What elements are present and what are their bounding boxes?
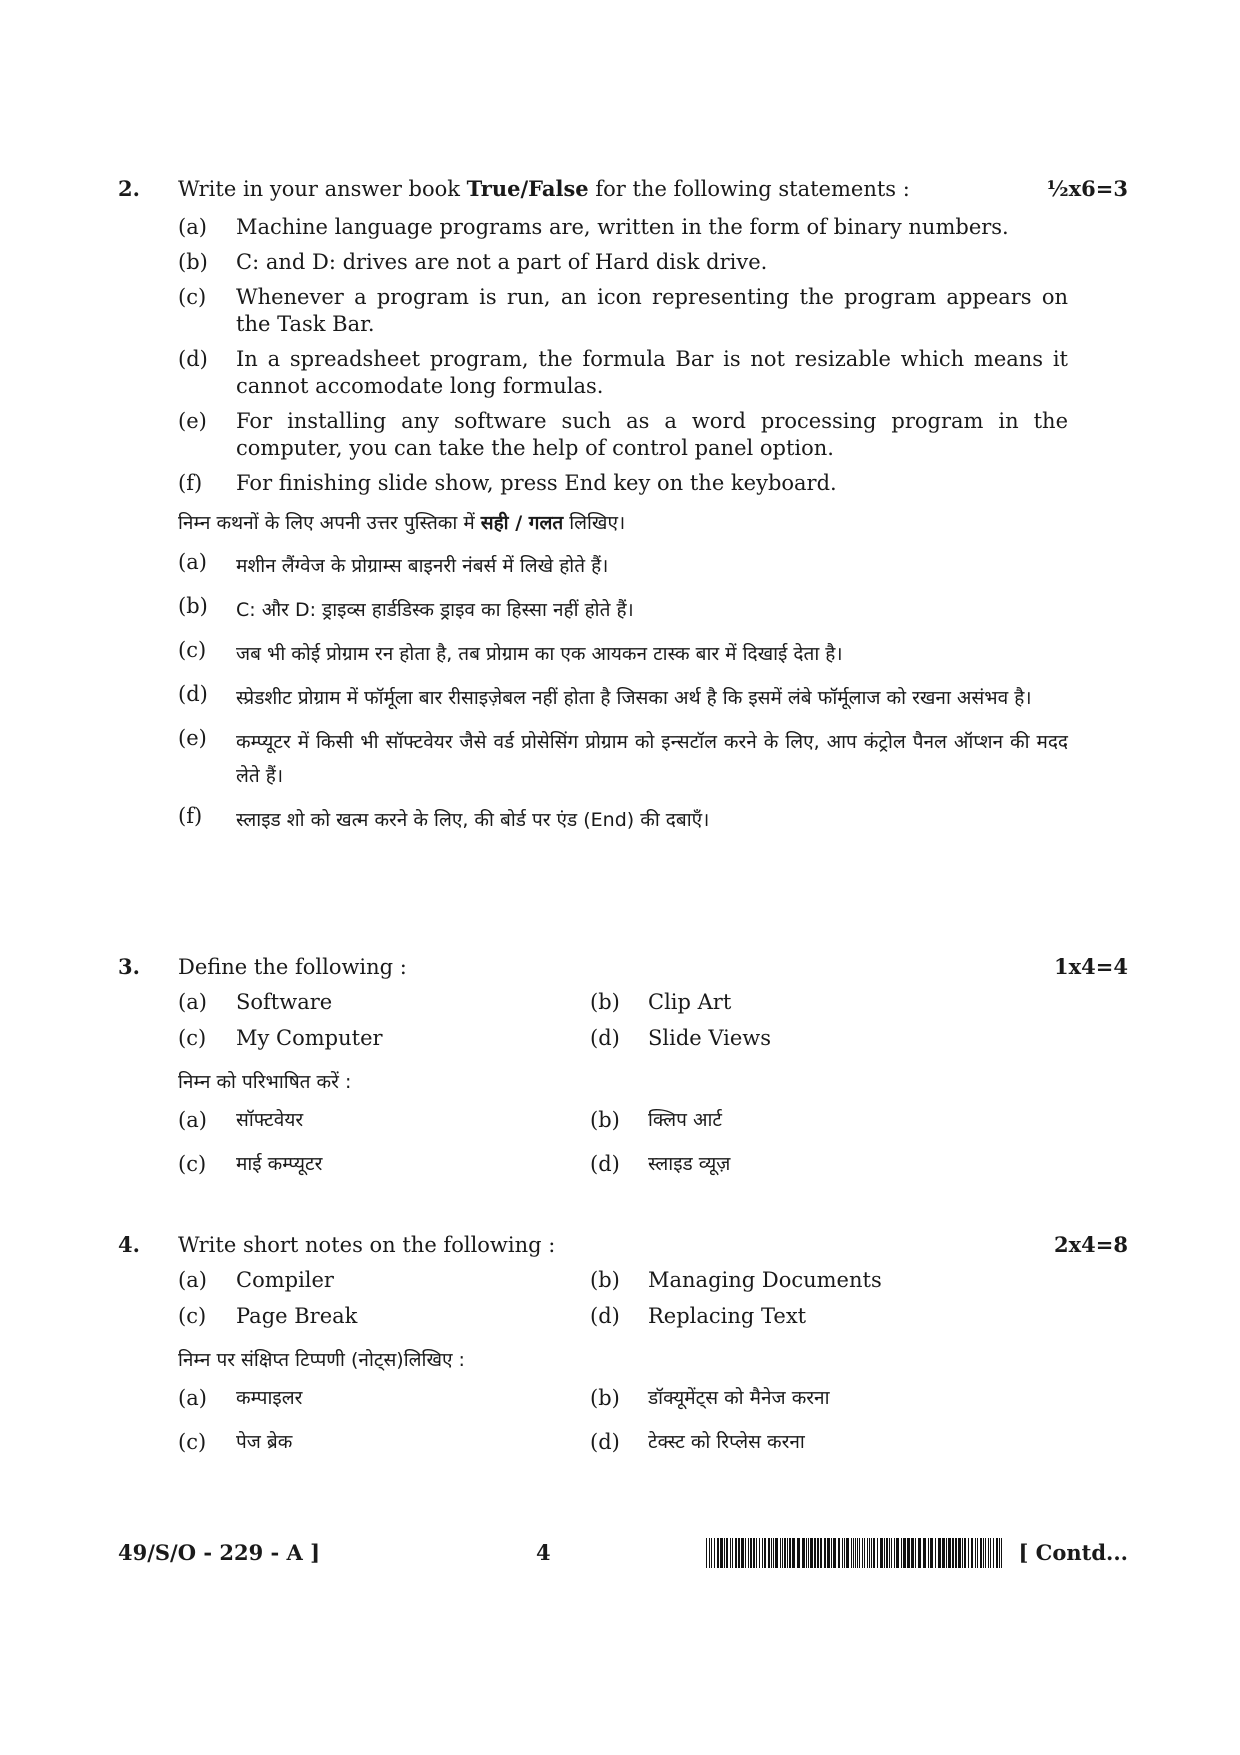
barcode-bar [720,1538,723,1568]
barcode-bar [844,1538,845,1568]
hindi-intro: निम्न पर संक्षिप्त टिप्पणी (नोट्स)लिखिए : [178,1349,465,1371]
item-label: (c) [178,1152,207,1176]
question-text [178,172,910,206]
marks: 2x4=8 [1054,1232,1128,1257]
item-label: (b) [590,1386,620,1410]
item-label: (e) [178,409,207,433]
barcode-bar [771,1538,772,1568]
item-text: Replacing Text [648,1304,807,1328]
item-label: (b) [590,1268,620,1292]
hindi-intro-part: निम्न कथनों के लिए अपनी उत्तर पुस्तिका में [178,512,481,534]
barcode-bar [990,1538,991,1568]
barcode-bar [869,1538,870,1568]
item-label: (a) [178,1386,207,1410]
item-label: (b) [178,594,208,618]
barcode-bar [968,1538,969,1568]
list-item [118,725,1128,793]
intro-bold: True/False [466,176,589,201]
item-label: (c) [178,638,207,662]
item-text: कम्प्यूटर में किसी भी सॉफ्टवेयर जैसे वर्ड प्रोसेसिंग प्रोग्राम को इन्सटॉल करने के लिए, आप कंट्रोल पैनल ऑप्शन की मदद लेते हैं। [236,731,1069,787]
list-item [118,681,1128,715]
barcode-bar [806,1538,807,1568]
barcode-bar [999,1538,1000,1568]
list-item [118,803,1128,837]
list-item [118,249,1128,276]
item-text: Page Break [236,1304,358,1328]
barcode-bar [709,1538,710,1568]
barcode-icon [706,1538,1006,1568]
barcode-bar [907,1538,910,1568]
question-text: Define the following : [178,955,407,979]
page-footer [118,1535,1128,1571]
barcode-bar [935,1538,936,1568]
barcode-bar [859,1538,860,1568]
item-label: (d) [178,682,208,706]
barcode-bar [901,1538,902,1568]
question-3-header [118,950,1128,984]
barcode-bar [802,1538,805,1568]
barcode-bar [955,1538,957,1568]
question-text: Write short notes on the following : [178,1233,556,1257]
barcode-bar [756,1538,757,1568]
hindi-intro: निम्न को परिभाषित करें : [178,1071,352,1093]
barcode-bar [764,1538,766,1568]
list-item [118,470,1128,497]
barcode-bar [871,1538,872,1568]
barcode-bar [817,1538,819,1568]
list-item [118,408,1128,462]
barcode-bar [745,1538,746,1568]
question-2-header [118,172,1128,206]
item-text: In a spreadsheet program, the formula Bar is not resizable which means it cannot accomodate long formulas. [236,347,1068,398]
barcode-bar [827,1538,830,1568]
barcode-bar [855,1538,856,1568]
question-number: 2. [118,176,140,201]
item-label: (b) [590,990,620,1014]
barcode-bar [985,1538,986,1568]
barcode-bar [962,1538,963,1568]
item-label: (a) [178,550,207,574]
barcode-bar [706,1538,707,1568]
barcode-bar [782,1538,783,1568]
barcode-bar [741,1538,744,1568]
option-row [118,1262,1128,1298]
barcode-bar [853,1538,854,1568]
item-text: My Computer [236,1026,383,1050]
barcode-bar [775,1538,778,1568]
option-row [118,1098,1128,1142]
item-text: C: और D: ड्राइव्स हार्डडिस्क ड्राइव का हिस्सा नहीं होते हैं। [236,599,634,621]
barcode-bar [820,1538,822,1568]
barcode-bar [724,1538,725,1568]
barcode-bar [810,1538,813,1568]
barcode-bar [726,1538,728,1568]
barcode-bar [759,1538,760,1568]
barcode-bar [964,1538,966,1568]
barcode-bar [942,1538,945,1568]
barcode-bar [894,1538,895,1568]
item-text: क्लिप आर्ट [648,1109,722,1131]
hindi-intro-part: लिखिए। [563,512,626,534]
marks: 1x4=4 [1054,954,1128,979]
item-text: C: and D: drives are not a part of Hard disk drive. [236,250,768,274]
item-label: (d) [590,1152,620,1176]
barcode-bar [928,1538,929,1568]
barcode-bar [750,1538,752,1568]
barcode-bar [983,1538,984,1568]
item-text: Managing Documents [648,1268,882,1292]
item-text: डॉक्यूमेंट्स को मैनेज करना [648,1387,830,1409]
barcode-bar [846,1538,849,1568]
barcode-bar [717,1538,719,1568]
barcode-bar [996,1538,998,1568]
barcode-bar [903,1538,906,1568]
item-text: Software [236,990,333,1014]
barcode-bar [838,1538,840,1568]
barcode-bar [988,1538,989,1568]
barcode-bar [748,1538,749,1568]
item-text: सॉफ्टवेयर [236,1109,304,1131]
list-item [118,346,1128,400]
item-label: (c) [178,1026,207,1050]
list-item [118,284,1128,338]
hindi-intro-bold: सही / गलत [480,512,564,534]
list-item [118,214,1128,241]
option-row [118,1298,1128,1334]
option-row [118,1142,1128,1186]
item-text: Machine language programs are, written in the form of binary numbers. [236,215,1009,239]
item-text: Compiler [236,1268,334,1292]
question-4-header [118,1228,1128,1262]
barcode-bar [971,1538,973,1568]
barcode-bar [789,1538,791,1568]
option-row [118,1420,1128,1464]
barcode-bar [977,1538,978,1568]
item-label: (a) [178,1268,207,1292]
barcode-bar [787,1538,788,1568]
item-label: (c) [178,1430,207,1454]
continued-label: [ Contd... [1018,1540,1128,1565]
barcode-bar [768,1538,770,1568]
question-4 [118,1228,1128,1464]
barcode-bar [1001,1538,1002,1568]
question-number: 4. [118,1232,140,1257]
item-text: टेक्स्ट को रिप्लेस करना [648,1431,805,1453]
barcode-bar [980,1538,982,1568]
barcode-bar [792,1538,795,1568]
item-text: Slide Views [648,1026,772,1050]
paper-code: 49/S/O - 229 - A ] [118,1540,321,1565]
item-label: (b) [178,250,208,274]
barcode-bar [864,1538,865,1568]
barcode-bar [889,1538,890,1568]
barcode-bar [930,1538,933,1568]
barcode-bar [753,1538,755,1568]
question-2 [118,172,1128,837]
item-text: मशीन लैंग्वेज के प्रोग्राम्स बाइनरी नंबर्स में लिखे होते हैं। [236,555,609,577]
barcode-bar [911,1538,914,1568]
barcode-bar [993,1538,994,1568]
barcode-bar [958,1538,961,1568]
barcode-bar [808,1538,809,1568]
barcode-bar [780,1538,781,1568]
item-text: स्प्रेडशीट प्रोग्राम में फॉर्मूला बार रीसाइज़ेबल नहीं होता है जिसका अर्थ है कि इसमें लंबे फॉर्मूलाज को रखना असंभव है। [236,687,1032,709]
hindi-intro [178,507,1128,539]
barcode-bar [918,1538,921,1568]
barcode-bar [952,1538,954,1568]
item-text: For installing any software such as a word processing program in the computer, you can take the help of control panel option. [236,409,1068,460]
item-label: (f) [178,471,203,495]
option-row [118,984,1128,1020]
barcode-bar [873,1538,875,1568]
barcode-bar [886,1538,888,1568]
option-row [118,1020,1128,1056]
intro-part: Write in your answer book [178,177,467,201]
barcode-bar [867,1538,868,1568]
barcode-bar [880,1538,883,1568]
page-number: 4 [536,1540,551,1565]
barcode-bar [938,1538,941,1568]
barcode-bar [711,1538,712,1568]
intro-part: for the following statements : [588,177,910,201]
item-label: (a) [178,215,207,239]
item-label: (d) [178,347,208,371]
barcode-bar [732,1538,733,1568]
barcode-bar [773,1538,774,1568]
barcode-bar [975,1538,976,1568]
barcode-bar [948,1538,951,1568]
item-label: (c) [178,285,207,309]
item-label: (a) [178,990,207,1014]
barcode-bar [851,1538,852,1568]
barcode-bar [735,1538,737,1568]
list-item [118,549,1128,583]
barcode-bar [923,1538,926,1568]
barcode-bar [862,1538,863,1568]
barcode-bar [738,1538,740,1568]
barcode-bar [896,1538,899,1568]
question-3 [118,950,1128,1186]
barcode-bar [814,1538,816,1568]
barcode-bar [831,1538,832,1568]
item-text: माई कम्प्यूटर [236,1153,323,1175]
item-label: (e) [178,726,207,750]
item-text: Clip Art [648,990,732,1014]
barcode-bar [877,1538,878,1568]
barcode-bar [842,1538,843,1568]
item-label: (d) [590,1026,620,1050]
barcode-bar [730,1538,731,1568]
barcode-bar [714,1538,715,1568]
item-label: (d) [590,1304,620,1328]
list-item [118,593,1128,627]
barcode-bar [946,1538,947,1568]
barcode-bar [891,1538,892,1568]
barcode-bar [762,1538,763,1568]
item-label: (c) [178,1304,207,1328]
item-text: स्लाइड शो को खत्म करने के लिए, की बोर्ड पर एंड (End) की दबाएँ। [236,809,710,831]
barcode-bar [857,1538,858,1568]
item-text: For finishing slide show, press End key on the keyboard. [236,471,837,495]
barcode-bar [915,1538,916,1568]
barcode-bar [784,1538,786,1568]
option-row [118,1376,1128,1420]
list-item [118,637,1128,671]
item-label: (b) [590,1108,620,1132]
barcode-bar [824,1538,826,1568]
marks: ½x6=3 [1046,176,1128,201]
item-text: जब भी कोई प्रोग्राम रन होता है, तब प्रोग्राम का एक आयकन टास्क बार में दिखाई देता है। [236,643,843,665]
barcode-bar [833,1538,836,1568]
item-text: पेज ब्रेक [236,1431,293,1453]
item-label: (d) [590,1430,620,1454]
barcode-bar [797,1538,800,1568]
item-text: कम्पाइलर [236,1387,303,1409]
item-text: Whenever a program is run, an icon representing the program appears on the Task Bar. [236,285,1068,336]
item-label: (a) [178,1108,207,1132]
question-number: 3. [118,954,140,979]
barcode-bar [884,1538,885,1568]
item-text: स्लाइड व्यूज़ [648,1153,731,1175]
item-label: (f) [178,804,203,828]
